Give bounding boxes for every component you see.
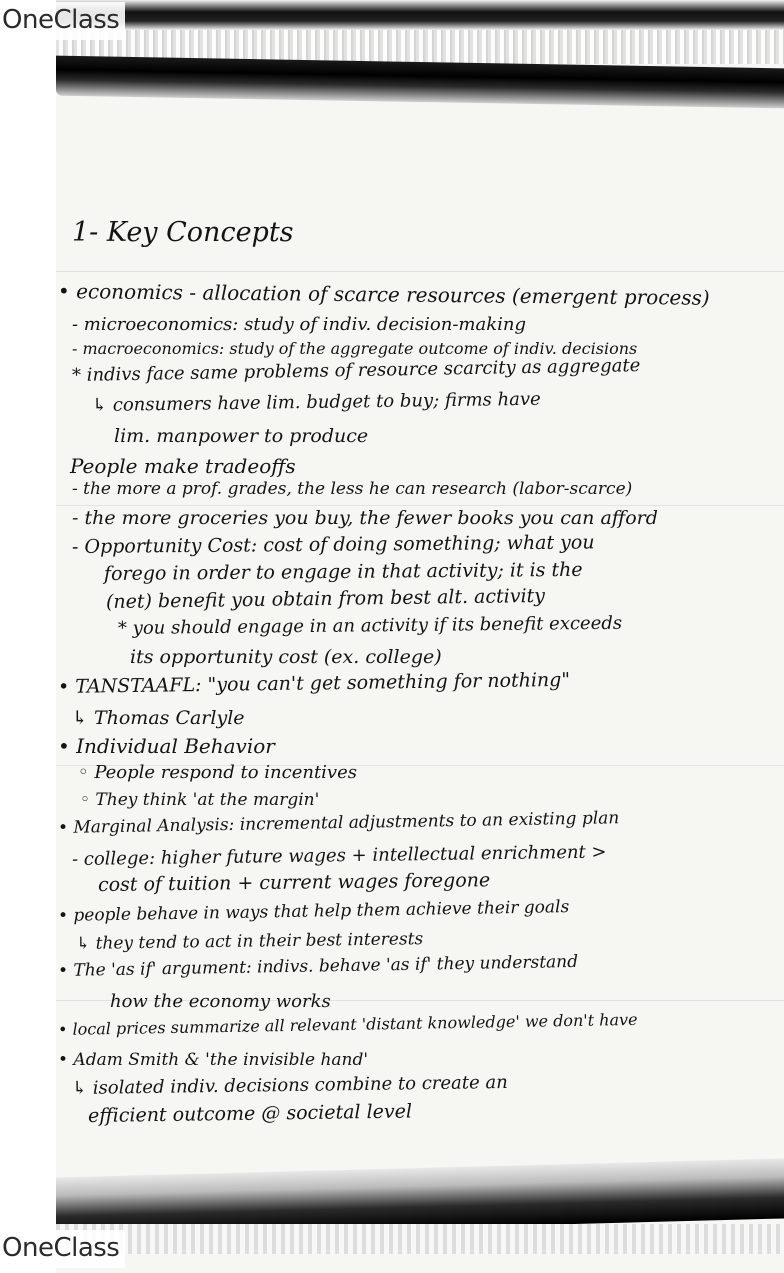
note-line: • local prices summarize all relevant 'distant knowledge' we don't have	[57, 1009, 638, 1039]
note-line: People make tradeoffs	[70, 454, 296, 478]
note-line: - the more groceries you buy, the fewer books you can afford	[72, 507, 658, 529]
note-line: • people behave in ways that help them achieve their goals	[57, 897, 570, 926]
note-line: - macroeconomics: study of the aggregate outcome of indiv. decisions	[72, 339, 638, 358]
note-line: its opportunity cost (ex. college)	[130, 646, 442, 668]
note-line: efficient outcome @ societal level	[87, 1100, 413, 1127]
note-line: - the more a prof. grades, the less he can research (labor-scarce)	[72, 479, 633, 499]
note-line: ◦ They think 'at the margin'	[80, 790, 320, 810]
note-line: • Individual Behavior	[58, 734, 275, 758]
note-line: • Adam Smith & 'the invisible hand'	[58, 1050, 369, 1070]
note-line: ◦ People respond to incentives	[78, 762, 357, 783]
watermark-logo-bottom: OneClass	[0, 1230, 125, 1268]
note-line: (net) benefit you obtain from best alt. activity	[105, 584, 546, 613]
note-line: ↳ Thomas Carlyle	[72, 707, 245, 729]
note-line: ↳ they tend to act in their best interests	[75, 929, 424, 954]
notes-title: 1- Key Concepts	[72, 217, 294, 248]
watermark-logo-top: OneClass	[0, 2, 125, 40]
note-line: • economics - allocation of scarce resources (emergent process)	[57, 279, 710, 310]
note-line: forego in order to engage in that activity; it is the	[103, 558, 583, 585]
note-line: * you should engage in an activity if its benefit exceeds	[117, 612, 623, 639]
note-line: • The 'as if' argument: indivs. behave 'as if' they understand	[57, 951, 579, 981]
note-line: ↳ consumers have lim. budget to buy; firms have	[91, 388, 541, 416]
note-line: how the economy works	[110, 991, 331, 1012]
note-line: • Marginal Analysis: incremental adjustments to an existing plan	[57, 808, 620, 838]
note-line: lim. manpower to produce	[114, 425, 369, 447]
note-line: cost of tuition + current wages foregone	[97, 869, 491, 896]
note-line: ↳ isolated indiv. decisions combine to create an	[71, 1071, 508, 1099]
note-line: - microeconomics: study of indiv. decision-making	[72, 314, 526, 335]
note-line: • TANSTAAFL: "you can't get something for nothing"	[57, 668, 571, 698]
note-line: * indivs face same problems of resource scarcity as aggregate	[71, 355, 641, 386]
note-line: - Opportunity Cost: cost of doing something; what you	[71, 531, 595, 558]
note-line: - college: higher future wages + intellectual enrichment >	[71, 841, 607, 870]
